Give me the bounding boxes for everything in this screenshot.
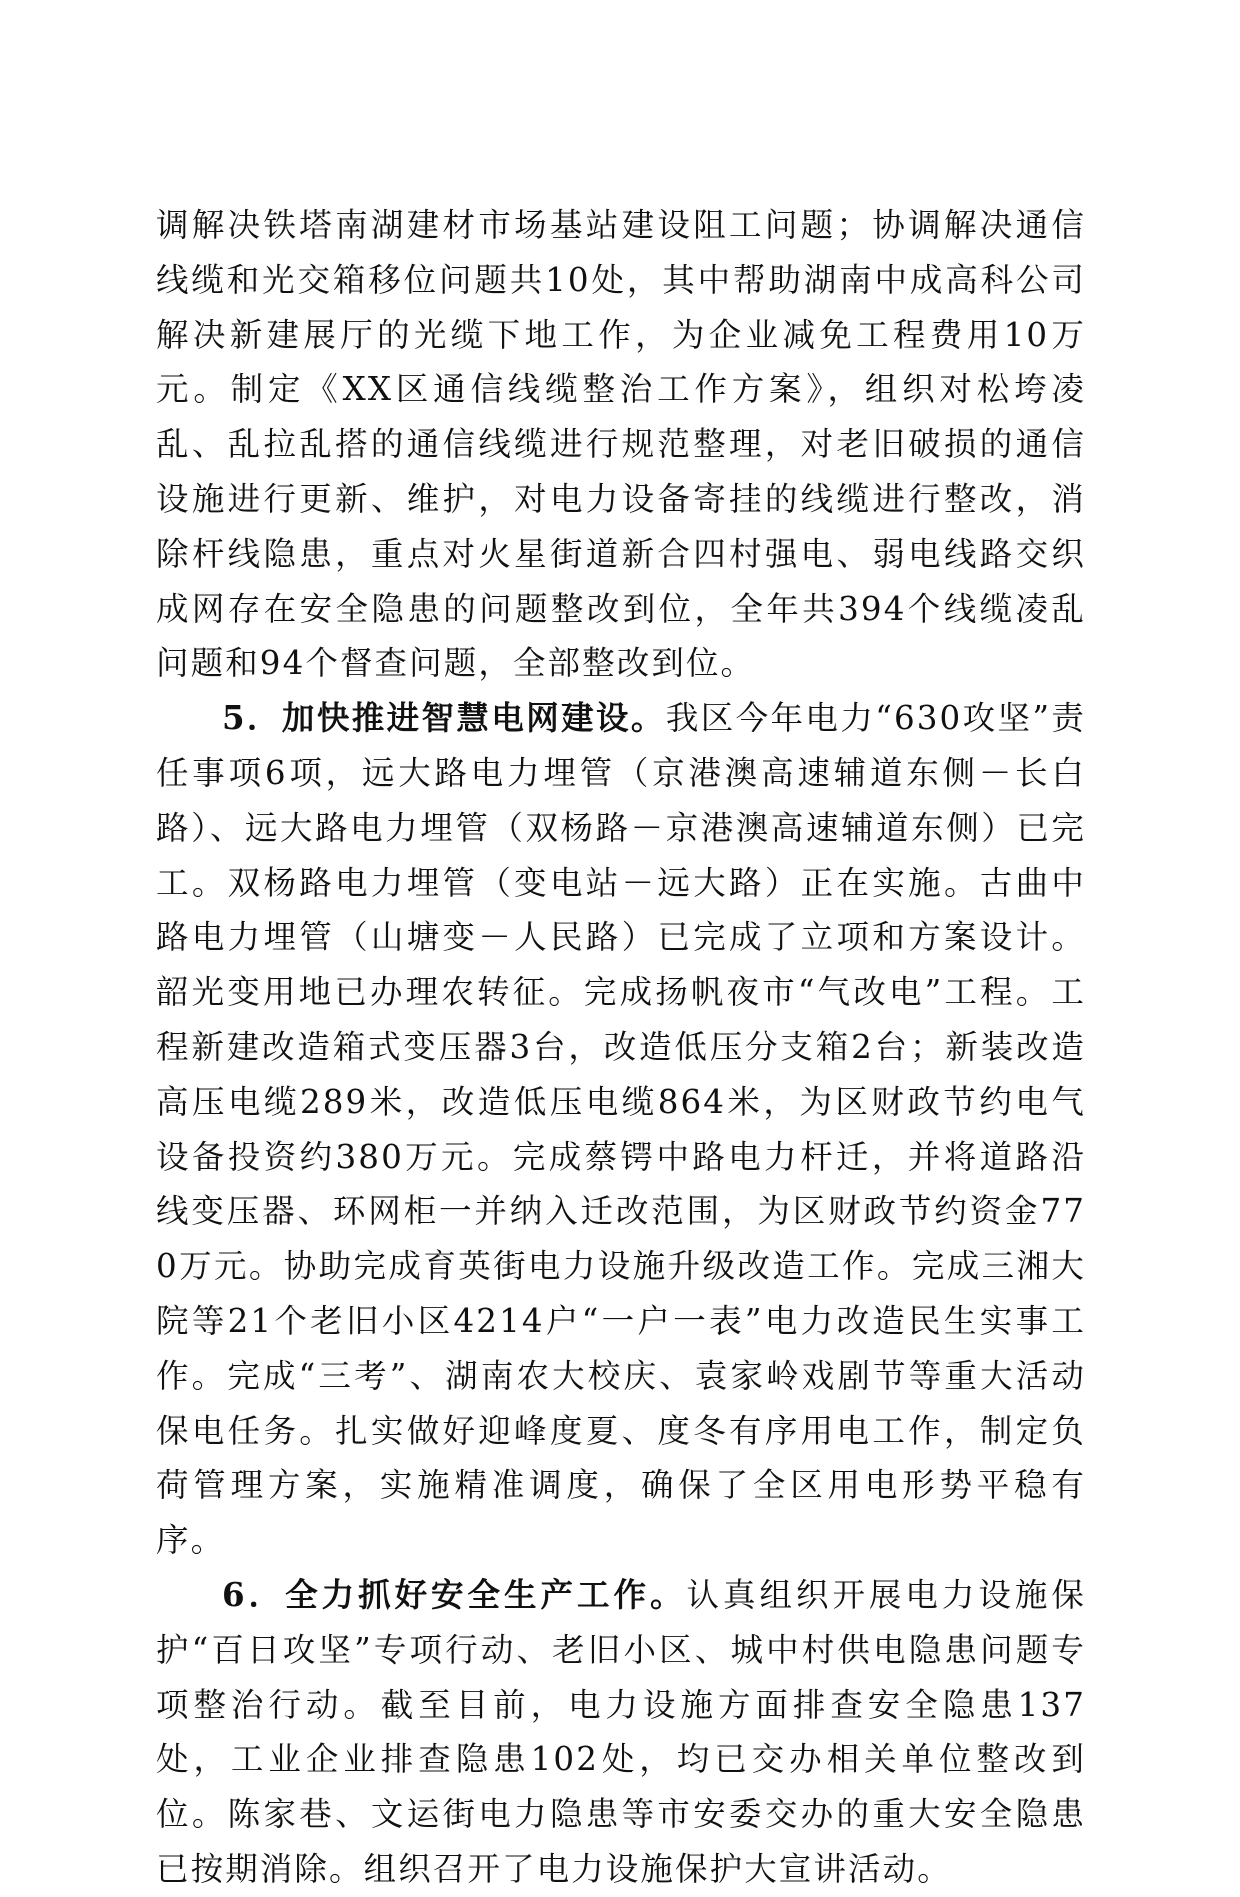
section-heading-safety-production: 6．全力抓好安全生产工作。: [222, 1574, 687, 1614]
paragraph-cable-rectification: [156, 198, 1086, 691]
paragraph-safety-production: [156, 1568, 1086, 1897]
section-heading-smart-grid: 5．加快推进智慧电网建设。: [222, 698, 666, 738]
paragraph-text: 调解决铁塔南湖建材市场基站建设阻工问题；协调解决通信线缆和光交箱移位问题共10处，其中帮助湖南中成高科公司解决新建展厅的光缆下地工作，为企业减免工程费用10万元。制定《XX区通信线缆整治工作方案》，组织对松垮凌乱、乱拉乱搭的通信线缆进行规范整理，对老旧破损的通信设施进行更新、维护，对电力设备寄挂的线缆进行整改，消除杆线隐患，重点对火星街道新合四村强电、弱电线路交织成网存在安全隐患的问题整改到位，全年共394个线缆凌乱问题和94个督查问题，全部整改到位。: [156, 206, 1086, 683]
paragraph-text: 认真组织开展电力设施保护“百日攻坚”专项行动、老旧小区、城中村供电隐患问题专项整治行动。截至目前，电力设施方面排查安全隐患137处，工业企业排查隐患102处，均已交办相关单位整改到位。陈家巷、文运街电力隐患等市安委交办的重大安全隐患已按期消除。组织召开了电力设施保护大宣讲活动。: [156, 1575, 1086, 1888]
document-body: [156, 198, 1086, 1897]
paragraph-text: 我区今年电力“630攻坚”责任事项6项，远大路电力埋管（京港澳高速辅道东侧－长白路）、远大路电力埋管（双杨路－京港澳高速辅道东侧）已完工。双杨路电力埋管（变电站－远大路）正在实施。古曲中路电力埋管（山塘变－人民路）已完成了立项和方案设计。韶光变用地已办理农转征。完成扬帆夜市“气改电”工程。工程新建改造箱式变压器3台，改造低压分支箱2台；新装改造高压电缆289米，改造低压电缆864米，为区财政节约电气设备投资约380万元。完成蔡锷中路电力杆迁，并将道路沿线变压器、环网柜一并纳入迁改范围，为区财政节约资金770万元。协助完成育英街电力设施升级改造工作。完成三湘大院等21个老旧小区4214户“一户一表”电力改造民生实事工作。完成“三考”、湖南农大校庆、袁家岭戏剧节等重大活动保电任务。扎实做好迎峰度夏、度冬有序用电工作，制定负荷管理方案，实施精准调度，确保了全区用电形势平稳有序。: [156, 699, 1086, 1560]
paragraph-smart-grid: [156, 691, 1086, 1568]
